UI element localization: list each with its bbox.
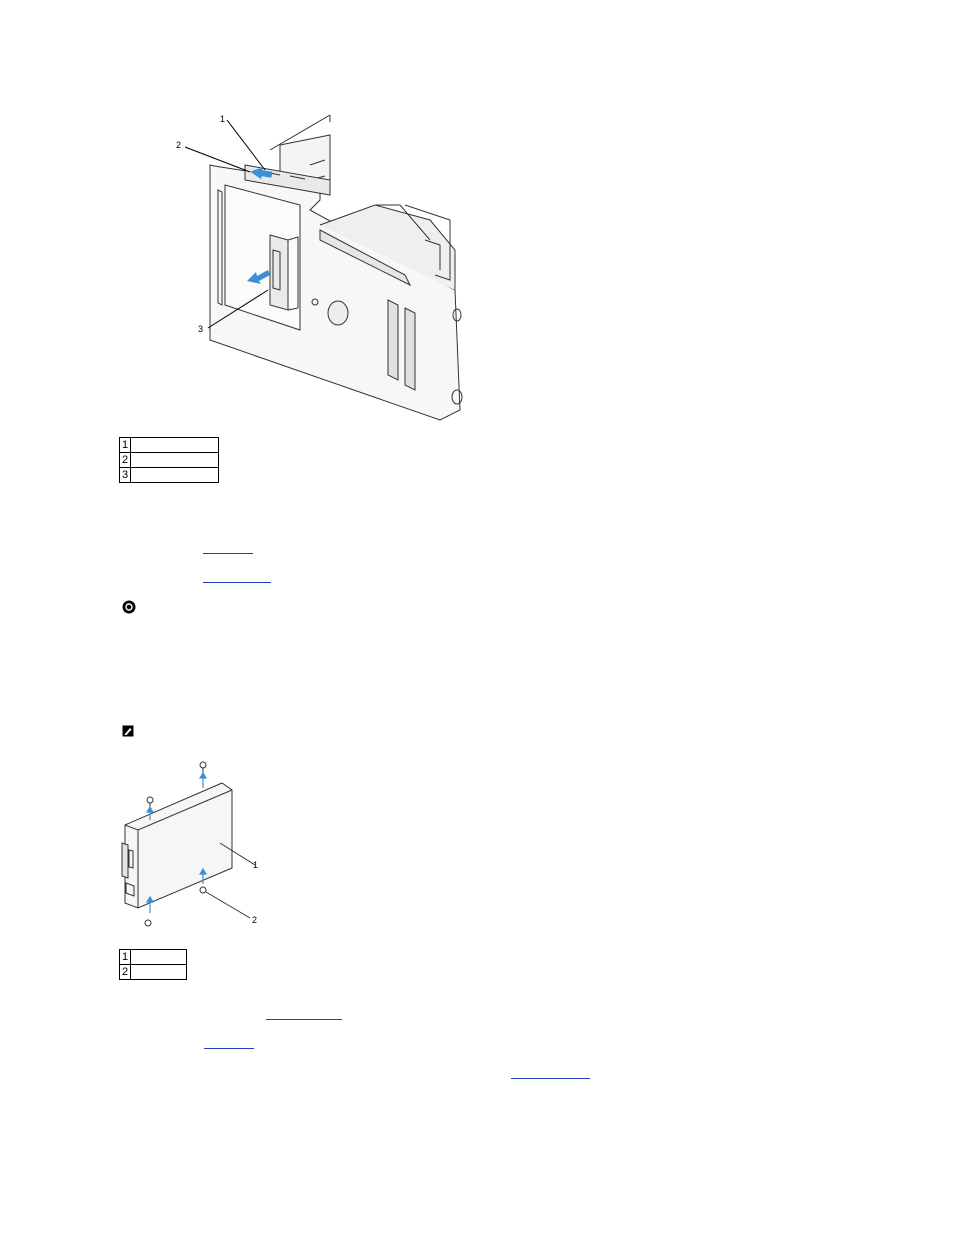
table-row <box>120 438 219 453</box>
table-row <box>120 468 219 483</box>
table-row <box>120 453 219 468</box>
callout-2: 2 <box>176 140 182 150</box>
legend-number: 2 <box>120 453 131 468</box>
link-1[interactable] <box>203 539 253 554</box>
link-3[interactable] <box>266 1005 342 1020</box>
legend-number: 1 <box>120 950 131 965</box>
legend-number: 2 <box>120 965 131 980</box>
link-5[interactable] <box>511 1064 590 1079</box>
link-4[interactable] <box>204 1034 254 1049</box>
floppy-drive-illustration <box>110 758 280 933</box>
legend-text <box>131 965 187 980</box>
legend-text <box>131 468 219 483</box>
callout-1: 1 <box>253 860 259 870</box>
callout-3: 3 <box>198 324 204 334</box>
legend-number: 1 <box>120 438 131 453</box>
legend-text <box>131 453 219 468</box>
callout-2: 2 <box>252 915 258 925</box>
legend-number: 3 <box>120 468 131 483</box>
chassis-front-illustration <box>170 110 470 425</box>
notice-icon <box>122 600 136 614</box>
legend-table-2 <box>119 949 187 980</box>
note-icon <box>122 725 134 737</box>
table-row <box>120 965 187 980</box>
callout-1: 1 <box>220 114 226 124</box>
legend-table-1 <box>119 437 219 483</box>
table-row <box>120 950 187 965</box>
legend-text <box>131 950 187 965</box>
link-2[interactable] <box>203 568 271 583</box>
legend-text <box>131 438 219 453</box>
